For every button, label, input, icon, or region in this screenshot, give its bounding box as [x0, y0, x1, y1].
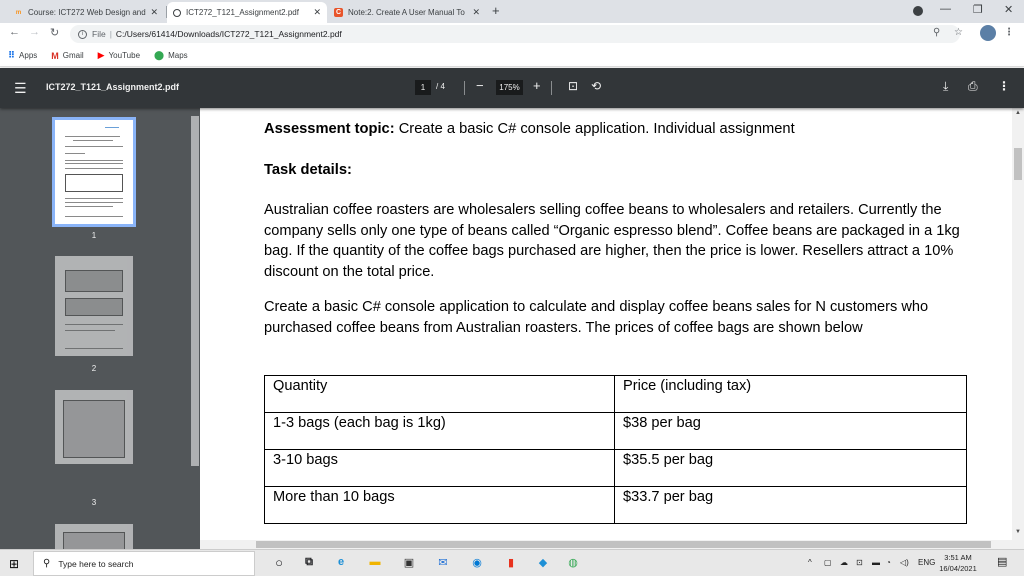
cortana-icon[interactable]: ○ [275, 554, 283, 570]
bookmark-youtube[interactable] [98, 50, 140, 61]
sidebar-scrollbar[interactable] [190, 108, 200, 549]
clock-date: 16/04/2021 [939, 564, 977, 573]
taskbar-clock[interactable] [938, 552, 978, 574]
thumb-table [65, 298, 123, 316]
course-icon: C [335, 9, 342, 16]
thumb-line [65, 206, 113, 207]
assessment-topic [264, 119, 795, 139]
close-tab-icon[interactable]: ✕ [150, 7, 158, 17]
thumb-line [65, 168, 123, 169]
bookmark-label: YouTube [108, 51, 141, 60]
edge-icon[interactable]: e [337, 556, 345, 568]
thumb-line [65, 330, 115, 331]
thumb-line [65, 202, 123, 203]
thumb-line [73, 140, 113, 141]
paragraph-instructions: Create a basic C# console application to calculate and display coffee beans sales for N customers who purchased coffee beans from Australian roasters. The prices of coffee bags are shown below [264, 299, 929, 336]
tab-title: ICT272_T121_Assignment2.pdf [186, 8, 299, 17]
thumb-line [65, 216, 123, 217]
page-total: / 4 [436, 82, 445, 91]
tab-title: Course: ICT272 Web Design and [28, 8, 146, 17]
clock-time: 3:51 AM [944, 553, 972, 562]
page-thumbnail-4[interactable] [55, 524, 133, 549]
close-tab-icon[interactable]: ✕ [313, 7, 321, 17]
tab-title: Note:2. Create A User Manual To [348, 8, 465, 17]
zoom-level-input[interactable]: 175% [496, 80, 523, 95]
thumb-line [65, 136, 120, 137]
store-icon[interactable]: ▣ [403, 556, 415, 569]
tray-overflow-icon[interactable]: ^ [808, 558, 812, 567]
tab-note[interactable] [328, 2, 486, 23]
app-icon[interactable]: ◆ [538, 556, 548, 569]
assessment-text: Create a basic C# console application. Individual assignment [394, 121, 795, 137]
bookmark-label: Apps [19, 51, 38, 60]
quantity-cell: 1-3 bags (each bag is 1kg) [265, 413, 615, 450]
bookmark-star-icon[interactable]: ☆ [954, 27, 963, 38]
thumb-line [65, 160, 123, 161]
maps-pin-icon: ⬤ [154, 50, 165, 60]
more-actions-icon[interactable]: ⋮ [998, 79, 1010, 93]
column-header-quantity: Quantity [265, 376, 615, 413]
pdf-viewport[interactable] [200, 108, 1012, 540]
pdf-page [200, 108, 1012, 540]
toolbar-divider [551, 81, 552, 95]
dell-icon[interactable]: ◉ [472, 556, 482, 569]
thumb-table [63, 400, 125, 458]
new-tab-button[interactable]: + [492, 3, 500, 18]
tray-monitor-icon[interactable]: ⊡ [856, 558, 863, 567]
tab-pdf[interactable] [167, 2, 327, 23]
price-cell: $38 per bag [615, 413, 967, 450]
paragraph-description: Australian coffee roasters are wholesalers selling coffee beans to wholesalers and retailers. Currently the company sells only one type of beans called “Organic espresso blend”. Coffee beans are packaged in a 1kg bag. If the quantity of the coffee bags purchased are higher, then the price is lower. Resellers attract a 10% discount on the total price. [264, 202, 960, 280]
thumb-line [65, 153, 85, 154]
thumb-table [65, 174, 123, 192]
fit-page-icon[interactable]: ⊡ [568, 79, 579, 93]
close-tab-icon[interactable]: ✕ [472, 7, 480, 17]
pdf-title: ICT272_T121_Assignment2.pdf [46, 82, 180, 92]
windows-taskbar [0, 549, 1024, 576]
close-window-icon[interactable]: ✕ [1004, 4, 1014, 16]
notifications-icon[interactable]: ▤ [997, 556, 1008, 568]
zoom-out-button[interactable]: − [476, 78, 484, 93]
zoom-icon[interactable]: ⚲ [933, 27, 941, 38]
page-thumbnail-2[interactable] [55, 256, 133, 356]
pdf-toolbar [0, 68, 1024, 108]
back-icon[interactable]: ← [9, 26, 20, 38]
page-thumbnail-3[interactable] [55, 390, 133, 464]
chrome-icon[interactable]: ◍ [568, 556, 578, 569]
horizontal-scroll-thumb[interactable] [256, 541, 991, 548]
info-icon[interactable]: i [78, 30, 87, 39]
table-row [265, 450, 967, 487]
windows-start-icon[interactable]: ⊞ [9, 557, 20, 571]
price-cell: $33.7 per bag [615, 487, 967, 524]
search-icon: ⚲ [43, 558, 51, 569]
thumb-table [65, 270, 123, 292]
language-indicator[interactable]: ENG [918, 558, 936, 567]
bookmark-label: Gmail [62, 51, 84, 60]
bookmarks-bar [0, 45, 1024, 67]
thumb-line [65, 348, 123, 349]
scroll-down-icon[interactable]: ▼ [1015, 529, 1021, 535]
task-view-icon[interactable]: ⧉ [305, 555, 313, 568]
search-placeholder: Type here to search [58, 558, 134, 569]
scroll-up-icon[interactable]: ▲ [1015, 110, 1021, 116]
forward-icon[interactable]: → [29, 26, 40, 38]
browser-toolbar [0, 23, 1024, 45]
profile-avatar[interactable] [980, 25, 996, 41]
battery-icon[interactable]: ▬ [872, 558, 880, 567]
maximize-icon[interactable]: ❐ [973, 4, 983, 16]
table-row [265, 487, 967, 524]
gmail-icon: M [51, 50, 59, 61]
url-divider: | [109, 29, 112, 39]
chrome-menu-icon[interactable]: ⋮ [1004, 27, 1014, 38]
page-thumbnail-1[interactable] [55, 120, 133, 224]
vertical-scroll-thumb[interactable] [1014, 148, 1022, 180]
toolbar-divider [464, 81, 465, 95]
table-row [265, 413, 967, 450]
bookmark-gmail[interactable] [51, 51, 83, 61]
globe-icon [173, 9, 181, 17]
sidebar-scroll-thumb[interactable] [191, 116, 199, 466]
quantity-cell: More than 10 bags [265, 487, 615, 524]
minimize-icon[interactable]: — [940, 3, 951, 15]
assessment-label: Assessment topic: [264, 121, 395, 137]
volume-icon[interactable]: ◁) [900, 558, 909, 567]
quantity-cell: 3-10 bags [265, 450, 615, 487]
thumbnail-sidebar [0, 108, 200, 549]
taskbar-search[interactable] [33, 551, 255, 576]
zoom-in-button[interactable]: + [533, 78, 541, 93]
vertical-scrollbar[interactable] [1012, 108, 1024, 540]
horizontal-scrollbar[interactable] [200, 540, 1024, 549]
address-bar[interactable] [70, 25, 960, 43]
moodle-icon: ᵐ [15, 7, 22, 18]
column-header-price: Price (including tax) [615, 376, 967, 413]
thumb-table [63, 532, 125, 549]
thumb-line [65, 324, 123, 325]
task-heading: Task details: [264, 162, 352, 178]
tab-strip [0, 0, 1024, 23]
thumb-line [65, 198, 123, 199]
thumbnail-page-number: 3 [91, 498, 97, 507]
price-cell: $35.5 per bag [615, 450, 967, 487]
url-scheme: File [92, 29, 106, 39]
bookmark-apps[interactable] [8, 50, 37, 61]
price-table [264, 375, 967, 524]
thumb-line [65, 146, 123, 147]
bookmark-label: Maps [168, 51, 188, 60]
download-icon[interactable]: ⤓ [943, 79, 949, 93]
url-text: C:/Users/61414/Downloads/ICT272_T121_Assignment2.pdf [115, 29, 342, 39]
print-icon[interactable]: ⎙ [968, 79, 978, 93]
youtube-icon: ▶ [97, 50, 105, 60]
thumb-line [105, 127, 119, 128]
thumb-line [65, 163, 123, 164]
bookmark-maps[interactable] [154, 50, 188, 61]
tab-course[interactable] [8, 2, 164, 23]
apps-grid-icon: ⠿ [8, 50, 16, 60]
mail-icon[interactable]: ✉ [438, 556, 448, 569]
reload-icon[interactable]: ↻ [50, 27, 60, 39]
table-header-row [265, 376, 967, 413]
tab-search-icon[interactable] [913, 6, 923, 16]
file-explorer-icon[interactable]: ▬ [369, 556, 381, 568]
thumbnail-page-number: 2 [91, 364, 97, 373]
office-icon[interactable]: ▮ [507, 556, 515, 569]
page-number-input[interactable]: 1 [415, 80, 431, 95]
menu-icon[interactable]: ☰ [14, 80, 27, 96]
tray-app-icon[interactable]: ▢ [824, 558, 832, 567]
onedrive-icon[interactable]: ☁ [840, 558, 848, 567]
thumbnail-page-number: 1 [91, 231, 97, 240]
rotate-icon[interactable]: ⟲ [591, 79, 602, 93]
wifi-icon[interactable]: ◔ [886, 558, 891, 567]
